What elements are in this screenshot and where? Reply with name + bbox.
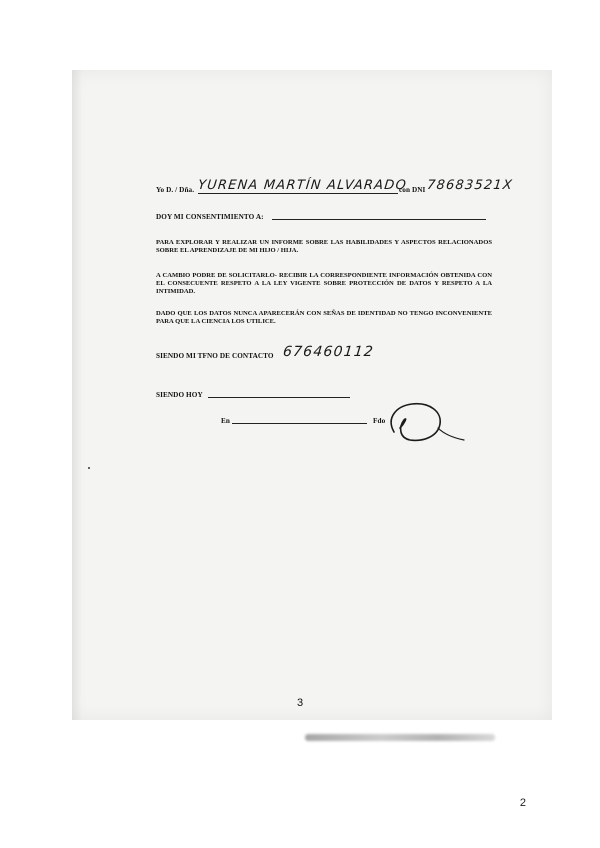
handwritten-dni: 78683521X	[426, 178, 514, 193]
scan-speck	[88, 467, 90, 469]
paragraph-data-privacy: DADO QUE LOS DATOS NUNCA APARECERÁN CON SEÑAS DE IDENTIDAD NO TENGO INCONVENIENTE PARA QUE LA CIENCIA LOS UTILICE.	[156, 310, 492, 325]
page-number: 2	[519, 797, 526, 809]
date-label: SIENDO HOY	[156, 391, 203, 399]
place-underline	[232, 423, 367, 424]
signature-drawing	[374, 398, 470, 450]
paragraph-purpose: PARA EXPLORAR Y REALIZAR UN INFORME SOBRE LAS HABILIDADES Y ASPECTOS RELACIONADOS SOBRE EL APRENDIZAJE DE MI HIJO / HIJA.	[156, 239, 492, 254]
scan-bottom-smudge	[305, 734, 495, 741]
name-prefix: Yo D. / Dña.	[156, 186, 195, 194]
scan-page-number: 3	[296, 697, 304, 709]
scanned-document	[72, 70, 552, 720]
phone-label: SIENDO MI TFNO DE CONTACTO	[156, 352, 274, 360]
date-underline	[208, 397, 350, 398]
handwritten-name: YURENA MARTÍN ALVARADO	[197, 178, 408, 193]
signature-label: Fdo	[373, 417, 386, 425]
dni-label: con DNI	[399, 186, 426, 194]
name-underline	[198, 193, 398, 194]
place-label: En	[221, 417, 230, 425]
consent-label: DOY MI CONSENTIMIENTO A:	[156, 213, 264, 221]
handwritten-phone: 676460112	[282, 344, 375, 360]
paragraph-information: A CAMBIO PODRE DE SOLICITARLO- RECIBIR LA CORRESPONDIENTE INFORMACIÓN OBTENIDA CON EL CONSECUENTE RESPETO A LA LEY VIGENTE SOBRE PROTECCIÓN DE DATOS Y RESPETO A LA INTIMIDAD.	[156, 272, 492, 295]
consent-underline	[272, 219, 486, 220]
